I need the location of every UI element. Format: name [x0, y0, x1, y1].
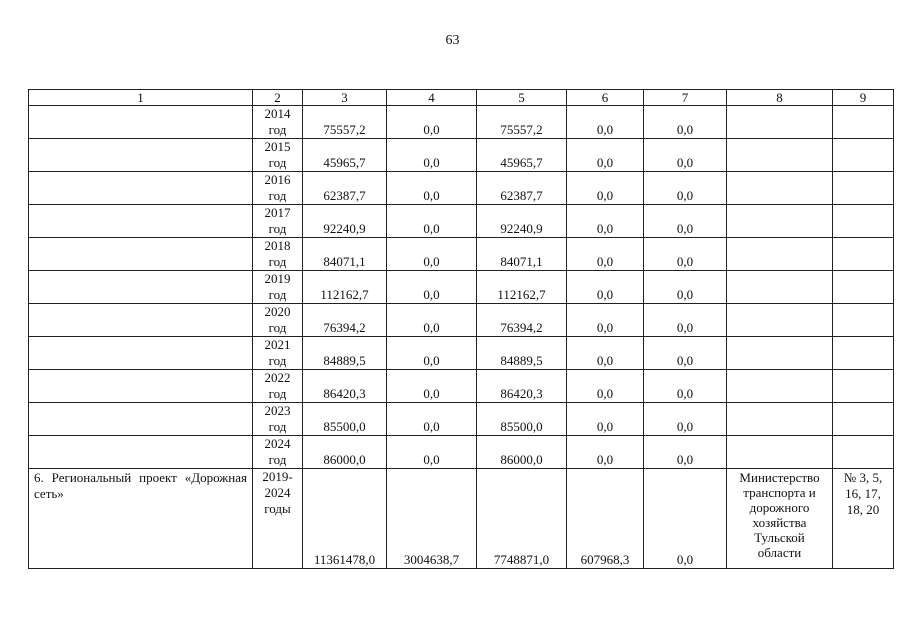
year-cell: [253, 337, 303, 370]
year-value: 2017: [264, 205, 291, 220]
description-cell: [29, 139, 253, 172]
year-value: 2024: [264, 436, 291, 451]
value-cell-c4: 0,0: [387, 139, 477, 172]
year-value: 2020: [264, 304, 291, 319]
value-cell-c5: 85500,0: [477, 403, 567, 436]
value-cell-c7: 0,0: [644, 238, 727, 271]
value-cell-c5: 92240,9: [477, 205, 567, 238]
table-row: [29, 172, 894, 205]
executor-cell: [727, 304, 833, 337]
year-cell: [253, 304, 303, 337]
value-cell-c3: 86420,3: [303, 370, 387, 403]
description-cell: [29, 238, 253, 271]
executor-cell: [727, 403, 833, 436]
value-cell-c6: 0,0: [567, 436, 644, 469]
value-cell-c3: 85500,0: [303, 403, 387, 436]
executor-cell: [727, 238, 833, 271]
year-value: 2019: [264, 271, 291, 286]
value-cell-c7: 0,0: [644, 139, 727, 172]
value-cell-c5: 84889,5: [477, 337, 567, 370]
table-row: [29, 304, 894, 337]
column-header-7: 7: [644, 90, 727, 106]
project-name-cell: [29, 469, 253, 569]
indicator-line: 18, 20: [846, 502, 880, 517]
indicator-line: № 3, 5,: [843, 470, 883, 485]
value-cell-c3: 84071,1: [303, 238, 387, 271]
table-row: [29, 436, 894, 469]
indicator-cell: [833, 205, 894, 238]
year-unit: год: [268, 386, 287, 401]
value-cell-c5: 45965,7: [477, 139, 567, 172]
executor-cell: [727, 205, 833, 238]
project-period-line-3: годы: [264, 501, 291, 516]
description-cell: [29, 205, 253, 238]
indicator-cell: [833, 139, 894, 172]
value-cell-c4: 0,0: [387, 370, 477, 403]
executor-line: области: [757, 545, 802, 560]
table-row: [29, 370, 894, 403]
table-body: [29, 106, 894, 569]
year-cell: [253, 205, 303, 238]
executor-line: транспорта и: [743, 485, 816, 500]
value-cell-c4: 0,0: [387, 304, 477, 337]
table-row: [29, 106, 894, 139]
column-header-8: 8: [727, 90, 833, 106]
project-period-cell: [253, 469, 303, 569]
table-header: [29, 90, 894, 106]
project-row: [29, 469, 894, 569]
description-cell: [29, 337, 253, 370]
executor-line: дорожного: [749, 500, 810, 515]
budget-table: [28, 89, 894, 569]
year-cell: [253, 172, 303, 205]
value-cell-c7: 0,0: [644, 337, 727, 370]
executor-line: Министерство: [739, 470, 820, 485]
value-cell-c3: 86000,0: [303, 436, 387, 469]
indicator-cell: [833, 304, 894, 337]
value-cell-c4: 0,0: [387, 238, 477, 271]
value-cell-c6: 0,0: [567, 139, 644, 172]
value-cell-c3: 76394,2: [303, 304, 387, 337]
description-cell: [29, 370, 253, 403]
executor-cell: [727, 172, 833, 205]
value-cell-c3: 75557,2: [303, 106, 387, 139]
year-unit: год: [268, 320, 287, 335]
value-cell-c4: 0,0: [387, 271, 477, 304]
year-value: 2023: [264, 403, 291, 418]
project-executor-cell: [727, 469, 833, 569]
year-unit: год: [268, 287, 287, 302]
year-unit: год: [268, 254, 287, 269]
year-unit: год: [268, 155, 287, 170]
executor-line: Тульской: [754, 530, 805, 545]
year-unit: год: [268, 122, 287, 137]
project-number: 6.: [34, 470, 44, 485]
year-value: 2015: [264, 139, 291, 154]
table-row: [29, 403, 894, 436]
executor-cell: [727, 271, 833, 304]
project-indicators-cell: [833, 469, 894, 569]
column-header-1: 1: [29, 90, 253, 106]
column-header-6: 6: [567, 90, 644, 106]
value-cell-c6: 0,0: [567, 337, 644, 370]
indicator-cell: [833, 271, 894, 304]
year-unit: год: [268, 452, 287, 467]
executor-cell: [727, 370, 833, 403]
value-cell-c6: 0,0: [567, 304, 644, 337]
year-value: 2016: [264, 172, 291, 187]
year-cell: [253, 436, 303, 469]
value-cell-c4: 0,0: [387, 403, 477, 436]
description-cell: [29, 403, 253, 436]
value-cell-c6: 0,0: [567, 106, 644, 139]
value-cell-c7: 0,0: [644, 370, 727, 403]
executor-cell: [727, 139, 833, 172]
description-cell: [29, 172, 253, 205]
value-cell-c6: 0,0: [567, 403, 644, 436]
project-name-word-1: Региональный: [51, 470, 132, 485]
value-cell-c7: 0,0: [644, 172, 727, 205]
column-header-3: 3: [303, 90, 387, 106]
project-name-word-2: проект: [139, 470, 177, 485]
value-cell-c5: 86000,0: [477, 436, 567, 469]
project-regional-cell: 7748871,0: [477, 469, 567, 569]
value-cell-c3: 92240,9: [303, 205, 387, 238]
indicator-line: 16, 17,: [845, 486, 881, 501]
value-cell-c6: 0,0: [567, 370, 644, 403]
value-cell-c7: 0,0: [644, 403, 727, 436]
column-header-4: 4: [387, 90, 477, 106]
header-row: [29, 90, 894, 106]
description-cell: [29, 271, 253, 304]
value-cell-c4: 0,0: [387, 205, 477, 238]
year-cell: [253, 238, 303, 271]
year-cell: [253, 271, 303, 304]
value-cell-c7: 0,0: [644, 106, 727, 139]
value-cell-c4: 0,0: [387, 172, 477, 205]
year-value: 2014: [264, 106, 291, 121]
project-period-line-2: 2024: [264, 485, 291, 500]
table-row: [29, 238, 894, 271]
table-row: [29, 337, 894, 370]
value-cell-c7: 0,0: [644, 271, 727, 304]
project-local-cell: 607968,3: [567, 469, 644, 569]
value-cell-c7: 0,0: [644, 436, 727, 469]
indicator-cell: [833, 403, 894, 436]
value-cell-c3: 62387,7: [303, 172, 387, 205]
description-cell: [29, 106, 253, 139]
year-value: 2021: [264, 337, 291, 352]
value-cell-c5: 75557,2: [477, 106, 567, 139]
value-cell-c6: 0,0: [567, 238, 644, 271]
project-federal-cell: 3004638,7: [387, 469, 477, 569]
year-value: 2018: [264, 238, 291, 253]
value-cell-c5: 62387,7: [477, 172, 567, 205]
value-cell-c3: 112162,7: [303, 271, 387, 304]
indicator-cell: [833, 172, 894, 205]
executor-cell: [727, 106, 833, 139]
value-cell-c7: 0,0: [644, 205, 727, 238]
table-row: [29, 205, 894, 238]
executor-cell: [727, 337, 833, 370]
description-cell: [29, 436, 253, 469]
table-row: [29, 271, 894, 304]
description-cell: [29, 304, 253, 337]
value-cell-c4: 0,0: [387, 337, 477, 370]
executor-line: хозяйства: [752, 515, 807, 530]
project-other-cell: 0,0: [644, 469, 727, 569]
indicator-cell: [833, 337, 894, 370]
year-cell: [253, 403, 303, 436]
project-name-word-3: «Дорожная сеть»: [34, 470, 247, 501]
page-number: 63: [445, 33, 460, 48]
indicator-cell: [833, 370, 894, 403]
value-cell-c6: 0,0: [567, 271, 644, 304]
executor-cell: [727, 436, 833, 469]
indicator-cell: [833, 436, 894, 469]
value-cell-c4: 0,0: [387, 106, 477, 139]
year-unit: год: [268, 221, 287, 236]
value-cell-c5: 84071,1: [477, 238, 567, 271]
year-cell: [253, 370, 303, 403]
value-cell-c4: 0,0: [387, 436, 477, 469]
value-cell-c7: 0,0: [644, 304, 727, 337]
year-unit: год: [268, 419, 287, 434]
table-row: [29, 139, 894, 172]
year-unit: год: [268, 353, 287, 368]
column-header-9: 9: [833, 90, 894, 106]
value-cell-c5: 86420,3: [477, 370, 567, 403]
project-total-cell: 11361478,0: [303, 469, 387, 569]
year-cell: [253, 106, 303, 139]
column-header-5: 5: [477, 90, 567, 106]
value-cell-c6: 0,0: [567, 205, 644, 238]
year-unit: год: [268, 188, 287, 203]
indicator-cell: [833, 238, 894, 271]
year-value: 2022: [264, 370, 291, 385]
value-cell-c5: 112162,7: [477, 271, 567, 304]
value-cell-c6: 0,0: [567, 172, 644, 205]
project-period-line-1: 2019-: [262, 469, 293, 484]
value-cell-c5: 76394,2: [477, 304, 567, 337]
year-cell: [253, 139, 303, 172]
value-cell-c3: 45965,7: [303, 139, 387, 172]
indicator-cell: [833, 106, 894, 139]
column-header-2: 2: [253, 90, 303, 106]
value-cell-c3: 84889,5: [303, 337, 387, 370]
